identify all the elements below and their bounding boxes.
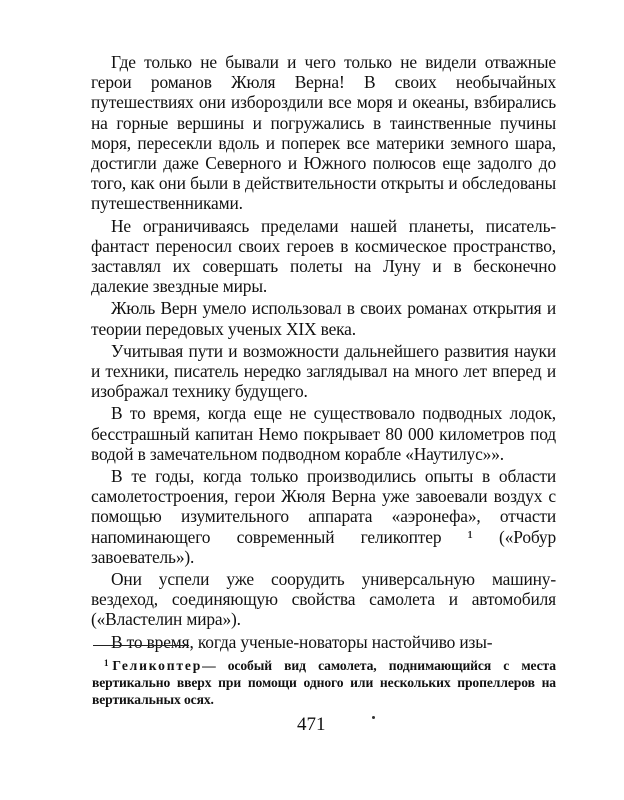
footnote-term: Геликоптер xyxy=(112,658,203,673)
footnote-marker: 1 xyxy=(104,658,109,668)
paragraph: В то время, когда еще не существовало подводных лодок, бесстрашный капитан Немо покрывает 80 000 километров под водой в замечательном подводном корабле «Наутилус»». xyxy=(91,403,556,464)
paragraph: Они успели уже соорудить универсальную машину-вездеход, соединяющую свойства самолета и автомобиля («Властелин мира»). xyxy=(91,569,556,630)
paragraph: Учитывая пути и возможности дальнейшего развития науки и техники, писатель нередко заглядывал на много лет вперед и изображал технику будущего. xyxy=(91,340,556,402)
ink-speck xyxy=(372,716,375,719)
paragraph: Не ограничиваясь пределами нашей планеты, писатель-фантаст переносил своих героев в космическое пространство, заставлял их совершать полеты на Луну и в бесконечно далекие звездные миры. xyxy=(91,215,556,297)
paragraph: В те годы, когда только производились опыты в области самолетостроения, герои Жюля Верна уже завоевали воздух с помощью изумительного аппарата «аэронефа», отчасти напоминающего современный геликоптер ¹ («Робур завоеватель»). xyxy=(91,466,556,567)
footnote-text: — особый вид самолета, поднимающийся с места вертикально вверх при помощи одного или нескольких пропеллеров на вертикальных осях. xyxy=(92,658,556,707)
paragraph: Жюль Верн умело использовал в своих романах открытия и теории передовых ученых XIX века. xyxy=(91,298,556,339)
footnote xyxy=(92,655,556,708)
paragraph: Где только не бывали и чего только не видели отважные герои романов Жюля Верна! В своих необычайных путешествиях они избороздили все моря и океаны, взбирались на горные вершины и погружались в таинственные пучины моря, пересекли вдоль и поперек все материки земного шара, достигли даже Северного и Южного полюсов еще задолго до того, как они были в действительности открыты и обследованы путешественниками. xyxy=(91,52,556,214)
paragraph: В то время, когда ученые-новаторы настойчиво изы- xyxy=(111,631,493,652)
body-text xyxy=(91,52,556,652)
page-number: 471 xyxy=(297,714,326,735)
footnote-divider xyxy=(93,645,189,646)
